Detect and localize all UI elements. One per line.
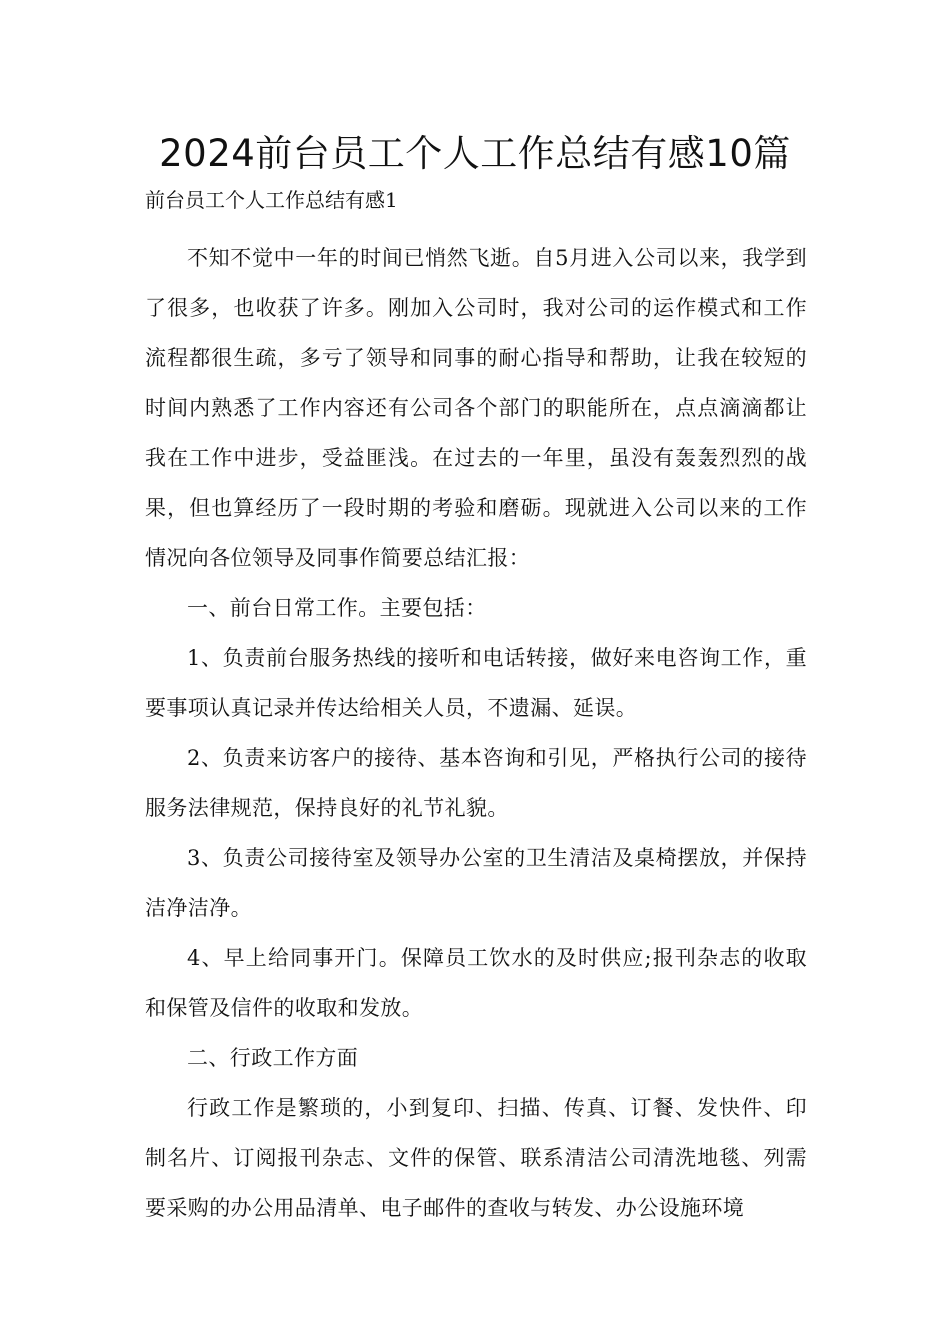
document-body [145, 233, 807, 1233]
paragraph-item-3: 3、负责公司接待室及领导办公室的卫生清洁及桌椅摆放，并保持洁净洁净。 [145, 846, 807, 920]
paragraph-section-1-heading: 一、前台日常工作。主要包括： [187, 596, 487, 620]
paragraph-item-2: 2、负责来访客户的接待、基本咨询和引见，严格执行公司的接待服务法律规范，保持良好的礼节礼貌。 [145, 746, 807, 820]
paragraph-intro: 不知不觉中一年的时间已悄然飞逝。自5月进入公司以来，我学到了很多，也收获了许多。刚加入公司时，我对公司的运作模式和工作流程都很生疏，多亏了领导和同事的耐心指导和帮助，让我在较短的时间内熟悉了工作内容还有公司各个部门的职能所在，点点滴滴都让我在工作中进步，受益匪浅。在过去的一年里，虽没有轰轰烈烈的战果，但也算经历了一段时期的考验和磨砺。现就进入公司以来的工作情况向各位领导及同事作简要总结汇报： [145, 246, 807, 570]
paragraph-section-2-heading: 二、行政工作方面 [187, 1046, 359, 1070]
paragraph-item-1: 1、负责前台服务热线的接听和电话转接，做好来电咨询工作，重要事项认真记录并传达给相关人员，不遗漏、延误。 [145, 646, 807, 720]
paragraph-item-4: 4、早上给同事开门。保障员工饮水的及时供应;报刊杂志的收取和保管及信件的收取和发放。 [145, 946, 807, 1020]
document-title: 2024前台员工个人工作总结有感10篇 [159, 132, 791, 175]
document-subtitle: 前台员工个人工作总结有感1 [145, 188, 398, 212]
paragraph-admin-work: 行政工作是繁琐的，小到复印、扫描、传真、订餐、发快件、印制名片、订阅报刊杂志、文件的保管、联系清洁公司清洗地毯、列需要采购的办公用品清单、电子邮件的查收与转发、办公设施环境 [145, 1096, 807, 1220]
